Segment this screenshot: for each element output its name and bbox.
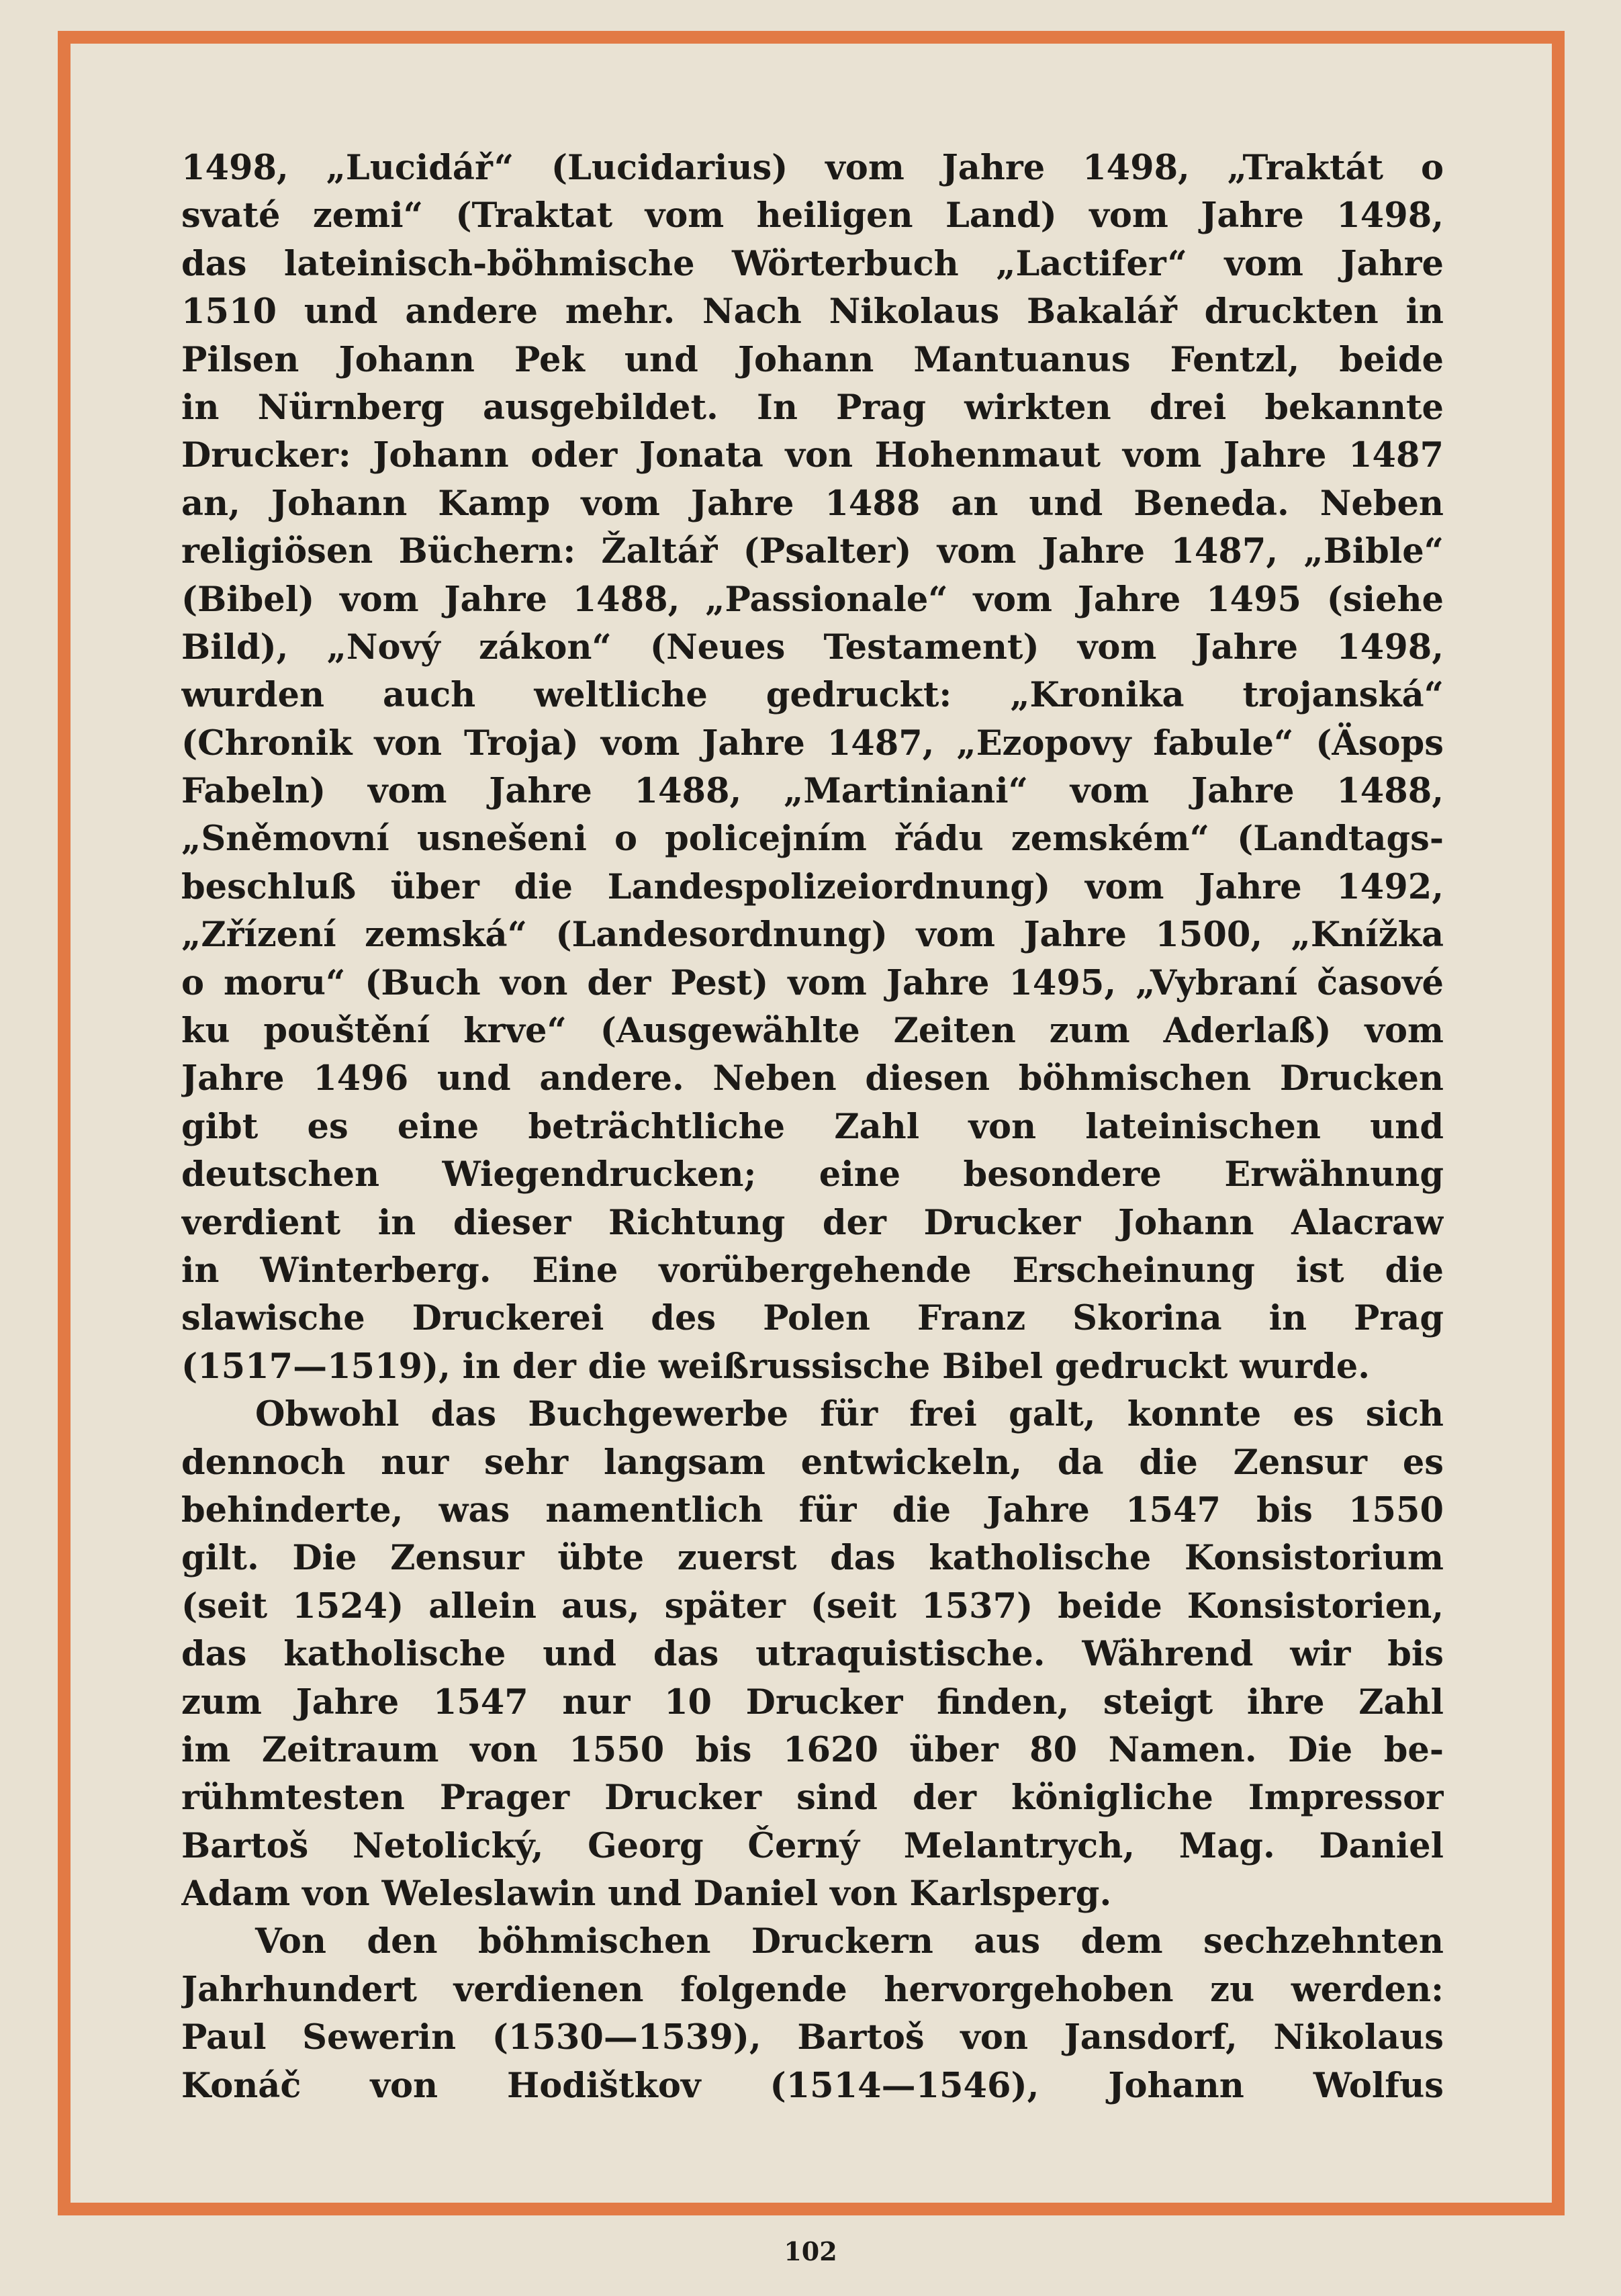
text-line: wurden auch weltliche gedruckt: „Kronika trojanská“ [181,675,1444,716]
text-line: behinderte, was namentlich für die Jahre 1547 bis 1550 [181,1489,1444,1530]
text-line: „Sněmovní usnešeni o policejním řádu zemském“ (Landtags- [181,819,1444,860]
text-line: ku pouštění krve“ (Ausgewählte Zeiten zum Aderlaß) vom [181,1011,1444,1052]
text-line: gibt es eine beträchtliche Zahl von lateinischen und [181,1106,1444,1147]
text-line: das katholische und das utraquistische. Während wir bis [181,1634,1444,1675]
text-line: gilt. Die Zensur übte zuerst das katholische Konsistorium [181,1538,1444,1579]
text-line: (Bibel) vom Jahre 1488, „Passionale“ vom Jahre 1495 (siehe [181,579,1444,620]
text-line: (Chronik von Troja) vom Jahre 1487, „Ezopovy fabule“ (Äsops [181,723,1444,764]
text-line: Obwohl das Buchgewerbe für frei galt, konnte es sich [255,1394,1444,1435]
text-line: Fabeln) vom Jahre 1488, „Martiniani“ vom Jahre 1488, [181,771,1444,812]
text-line: Drucker: Johann oder Jonata von Hohenmaut vom Jahre 1487 [181,435,1444,476]
text-line: in Nürnberg ausgebildet. In Prag wirkten drei bekannte [181,387,1444,428]
text-line: (1517—1519), in der die weißrussische Bibel gedruckt wurde. [181,1346,1370,1387]
text-line: verdient in dieser Richtung der Drucker Johann Alacraw [181,1202,1444,1243]
text-line: Jahre 1496 und andere. Neben diesen böhmischen Drucken [181,1058,1444,1099]
text-line: Bild), „Nový zákon“ (Neues Testament) vom Jahre 1498, [181,627,1444,668]
text-line: rühmtesten Prager Drucker sind der königliche Impressor [181,1778,1444,1819]
text-line: dennoch nur sehr langsam entwickeln, da die Zensur es [181,1442,1444,1483]
text-line: Paul Sewerin (1530—1539), Bartoš von Jansdorf, Nikolaus [181,2017,1444,2058]
text-line: im Zeitraum von 1550 bis 1620 über 80 Namen. Die be- [181,1729,1444,1770]
text-line: Bartoš Netolický, Georg Černý Melantrych, Mag. Daniel [181,1825,1444,1866]
text-line: deutschen Wiegendrucken; eine besondere Erwähnung [181,1154,1444,1195]
text-line: „Zřízení zemská“ (Landesordnung) vom Jahre 1500, „Knížka [181,915,1444,956]
text-line: religiösen Büchern: Žaltář (Psalter) vom Jahre 1487, „Bible“ [181,531,1444,572]
text-line: Adam von Weleslawin und Daniel von Karlsperg. [181,1874,1112,1915]
text-line: in Winterberg. Eine vorübergehende Erscheinung ist die [181,1250,1444,1291]
text-line: o moru“ (Buch von der Pest) vom Jahre 1495, „Vybraní časové [181,962,1444,1003]
text-line: Konáč von Hodištkov (1514—1546), Johann Wolfus [181,2065,1444,2106]
text-line: (seit 1524) allein aus, später (seit 1537) beide Konsistorien, [181,1586,1444,1626]
text-line: Pilsen Johann Pek und Johann Mantuanus Fentzl, beide [181,339,1444,380]
text-line: beschluß über die Landespolizeiordnung) vom Jahre 1492, [181,866,1444,907]
text-line: das lateinisch-böhmische Wörterbuch „Lactifer“ vom Jahre [181,243,1444,284]
text-line: svaté zemi“ (Traktat vom heiligen Land) vom Jahre 1498, [181,195,1444,236]
text-line: 1498, „Lucidář“ (Lucidarius) vom Jahre 1498, „Traktát o [181,148,1444,188]
page-number: 102 [784,2236,837,2266]
text-line: an, Johann Kamp vom Jahre 1488 an und Beneda. Neben [181,483,1444,524]
text-line: Von den böhmischen Druckern aus dem sechzehnten [255,1921,1444,1962]
text-line: Jahrhundert verdienen folgende hervorgehoben zu werden: [181,1969,1444,2010]
text-line: zum Jahre 1547 nur 10 Drucker finden, steigt ihre Zahl [181,1682,1444,1723]
text-line: 1510 und andere mehr. Nach Nikolaus Bakalář druckten in [181,291,1444,332]
body-text [181,144,1444,2110]
text-line: slawische Druckerei des Polen Franz Skorina in Prag [181,1298,1444,1339]
